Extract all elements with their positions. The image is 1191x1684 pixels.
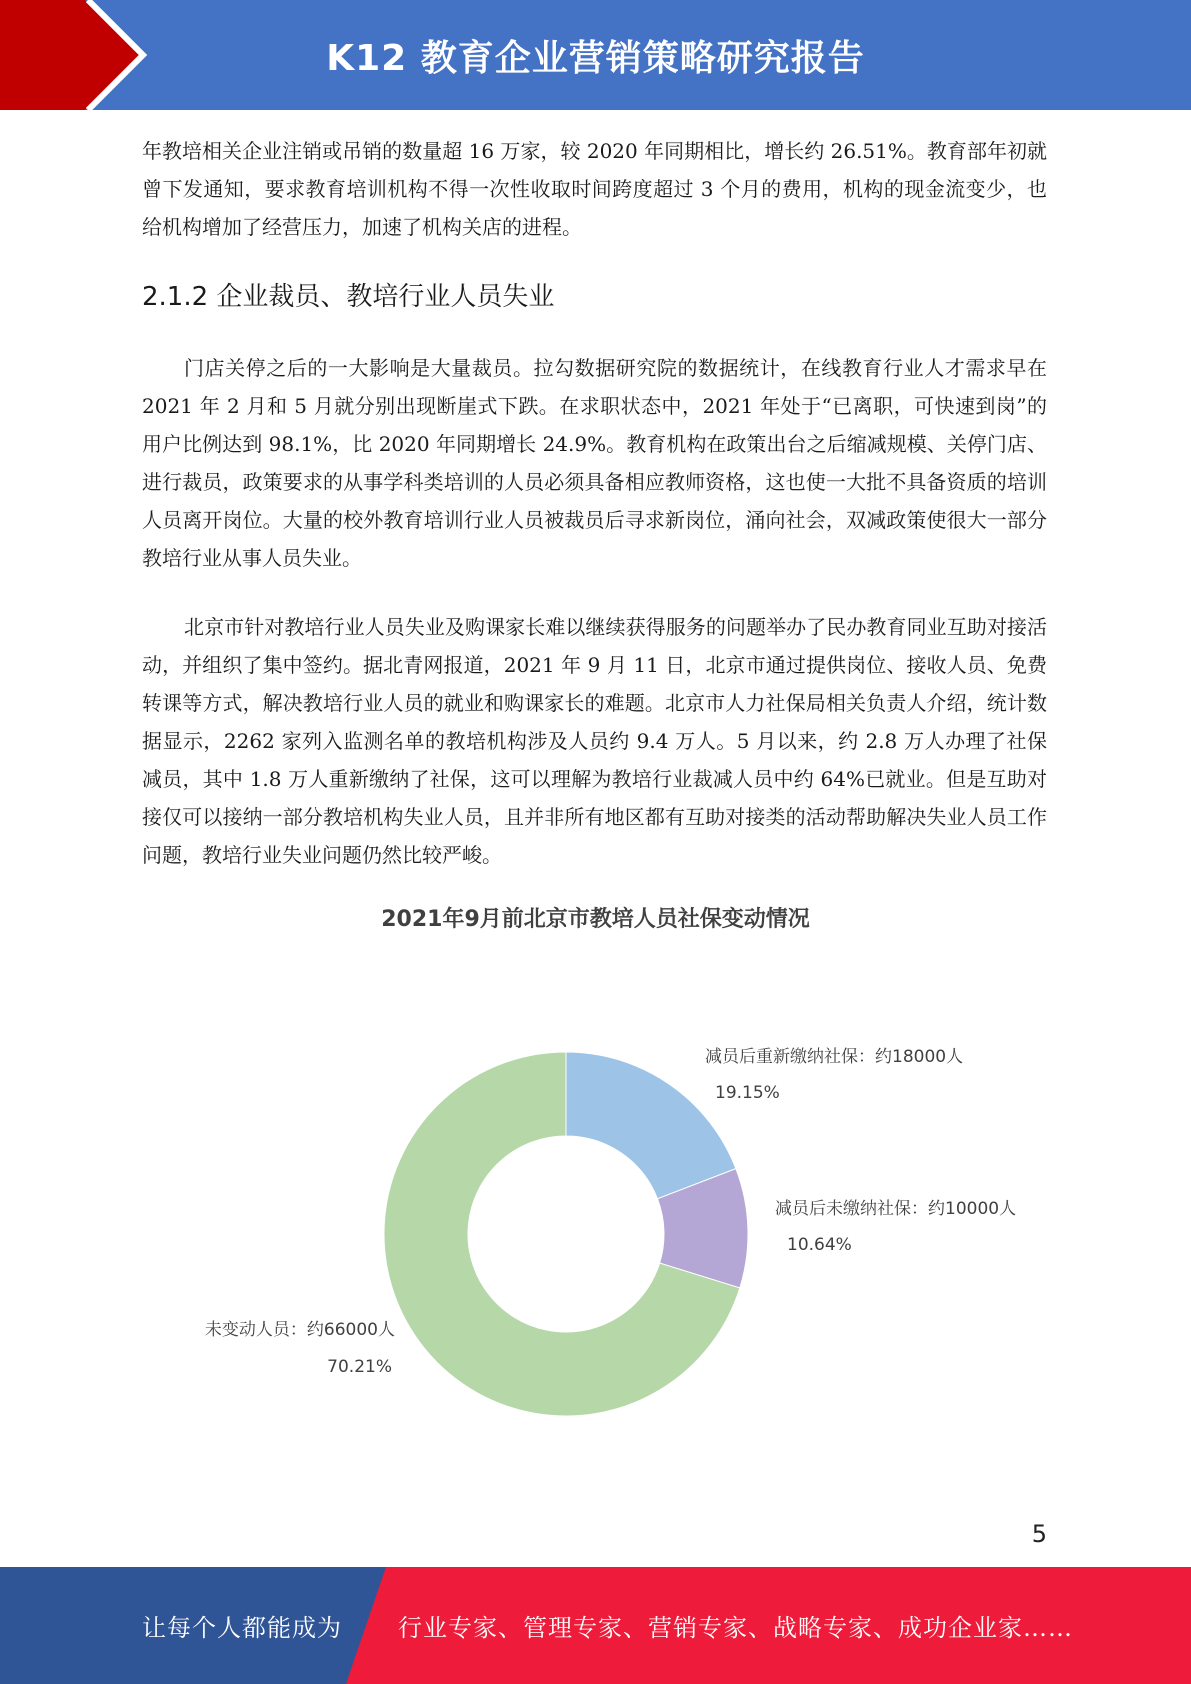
slice-label: 减员后未缴纳社保：约10000人	[775, 1199, 1017, 1219]
paragraph-1: 年教培相关企业注销或吊销的数量超 16 万家，较 2020 年同期相比，增长约 26.51%。教育部年初就曾下发通知，要求教育培训机构不得一次性收取时间跨度超过 3 个月的费用，机构的现金流变少，也给机构增加了经营压力，加速了机构关店的进程。	[142, 139, 1047, 239]
footer-slogan-left: 让每个人都能成为	[142, 1614, 342, 1642]
chart-title: 2021年9月前北京市教培人员社保变动情况	[381, 907, 810, 932]
paragraph-2: 门店关停之后的一大影响是大量裁员。拉勾数据研究院的数据统计，在线教育行业人才需求早在 2021 年 2 月和 5 月就分别出现断崖式下跌。在求职状态中，2021 年处于“已离职，可快速到岗”的用户比例达到 98.1%，比 2020 年同期增长 24.9%。教育机构在政策出台之后缩减规模、关停门店、进行裁员，政策要求的从事学科类培训的人员必须具备相应教师资格，这也使一大批不具备资质的培训人员离开岗位。大量的校外教育培训行业人员被裁员后寻求新岗位，涌向社会，双减政策使很大一部分教培行业从事人员失业。	[142, 356, 1047, 570]
paragraph-3: 北京市针对教培行业人员失业及购课家长难以继续获得服务的问题举办了民办教育同业互助对接活动，并组织了集中签约。据北青网报道，2021 年 9 月 11 日，北京市通过提供岗位、接收人员、免费转课等方式，解决教培行业人员的就业和购课家长的难题。北京市人力社保局相关负责人介绍，统计数据显示，2262 家列入监测名单的教培机构涉及人员约 9.4 万人。5 月以来，约 2.8 万人办理了社保减员，其中 1.8 万人重新缴纳了社保，这可以理解为教培行业裁减人员中约 64%已就业。但是互助对接仅可以接纳一部分教培机构失业人员，且并非所有地区都有互助对接类的活动帮助解决失业人员工作问题，教培行业失业问题仍然比较严峻。	[142, 615, 1047, 867]
donut-chart	[0, 940, 1191, 1430]
slice-label: 未变动人员：约66000人	[204, 1320, 395, 1340]
section-heading: 2.1.2 企业裁员、教培行业人员失业	[142, 282, 555, 312]
page-footer	[0, 1567, 1191, 1684]
report-title: K12 教育企业营销策略研究报告	[326, 37, 865, 79]
page-header	[0, 0, 1191, 110]
donut-slice	[566, 1052, 736, 1199]
footer-slogan-right: 行业专家、管理专家、营销专家、战略专家、成功企业家……	[398, 1614, 1073, 1642]
slice-percentage: 19.15%	[715, 1083, 780, 1103]
page-number: 5	[1031, 1520, 1047, 1548]
slice-percentage: 10.64%	[787, 1235, 852, 1255]
slice-label: 减员后重新缴纳社保：约18000人	[705, 1047, 964, 1067]
slice-percentage: 70.21%	[327, 1357, 392, 1377]
